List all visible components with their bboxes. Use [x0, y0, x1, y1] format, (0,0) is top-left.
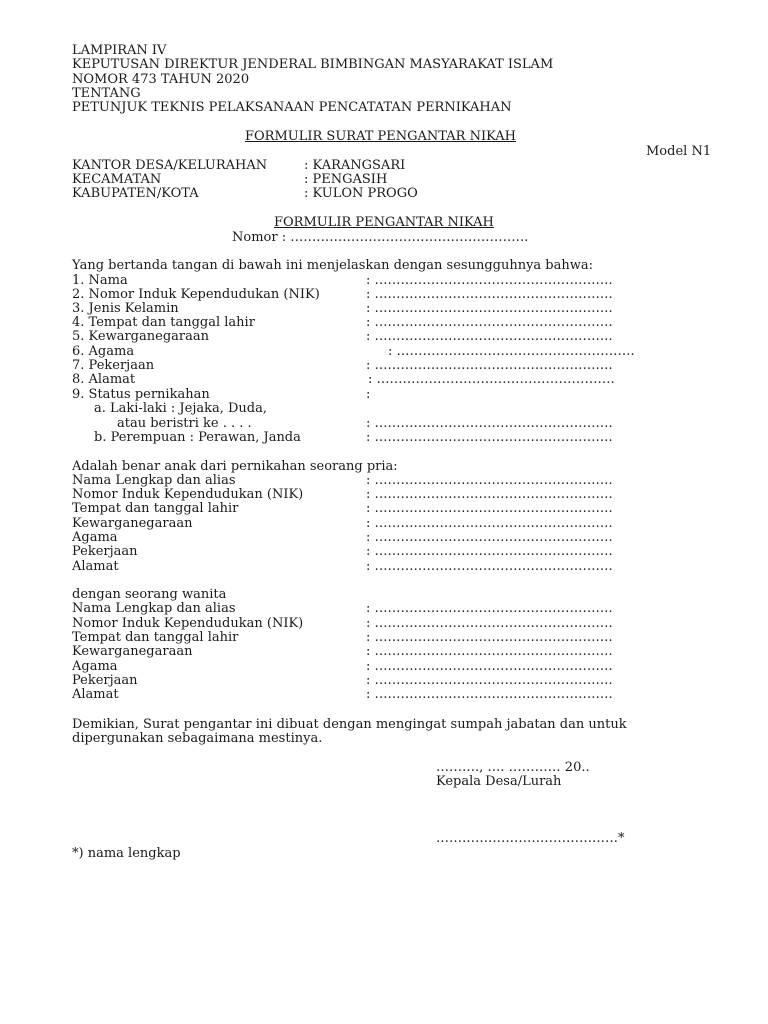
fill-dots: : ……………………………………………….: [366, 416, 613, 431]
closing-line-2: dipergunakan sebagaimana mestinya.: [72, 731, 323, 746]
mother-nik: [0, 616, 768, 631]
item-label: 4. Tempat dan tanggal lahir: [72, 315, 255, 330]
item-label: 9. Status pernikahan: [72, 387, 210, 402]
father-label: Agama: [72, 530, 118, 545]
father-label: Tempat dan tanggal lahir: [72, 501, 239, 516]
footnote: *) nama lengkap: [72, 846, 181, 861]
item-nik: [0, 287, 768, 302]
mother-kewarganegaraan: [0, 644, 768, 659]
fill-dots: : ……………………………………………….: [366, 601, 613, 616]
father-agama: [0, 530, 768, 545]
item-label: 2. Nomor Induk Kependudukan (NIK): [72, 287, 320, 302]
mother-label: Agama: [72, 659, 118, 674]
father-pekerjaan: [0, 544, 768, 559]
item-pekerjaan: [0, 358, 768, 373]
father-label: Nama Lengkap dan alias: [72, 473, 236, 488]
item-label: 1. Nama: [72, 273, 128, 288]
model-label: Model N1: [646, 144, 712, 159]
item-label: 6. Agama: [72, 344, 135, 359]
mother-agama: [0, 659, 768, 674]
item-jenis-kelamin: [0, 301, 768, 316]
office-kabupaten-label: KABUPATEN/KOTA: [72, 186, 199, 201]
mother-alamat: [0, 687, 768, 702]
fill-dots: : ……………………………………………….: [366, 630, 613, 645]
father-ttl: [0, 501, 768, 516]
item-colon: :: [366, 387, 371, 402]
intro-text: Yang bertanda tangan di bawah ini menjelaskan dengan sesungguhnya bahwa:: [72, 258, 594, 273]
father-label: Nomor Induk Kependudukan (NIK): [72, 487, 304, 502]
item-nama: [0, 273, 768, 288]
mother-label: Alamat: [72, 687, 119, 702]
header-line-5: PETUNJUK TEKNIS PELAKSANAAN PENCATATAN PERNIKAHAN: [72, 100, 512, 115]
item-kewarganegaraan: [0, 329, 768, 344]
fill-dots: : ……………………………………………….: [366, 673, 613, 688]
mother-label: Nomor Induk Kependudukan (NIK): [72, 616, 304, 631]
item-label: 3. Jenis Kelamin: [72, 301, 179, 316]
mother-ttl: [0, 630, 768, 645]
form-title: FORMULIR SURAT PENGANTAR NIKAH: [245, 129, 517, 144]
item-label: 7. Pekerjaan: [72, 358, 155, 373]
father-intro: Adalah benar anak dari pernikahan seorang pria:: [72, 459, 398, 474]
mother-label: Kewarganegaraan: [72, 644, 193, 659]
fill-dots: : ……………………………………………….: [366, 544, 613, 559]
office-desa-label: KANTOR DESA/KELURAHAN: [72, 158, 268, 173]
fill-dots: : ……………………………………………….: [366, 530, 613, 545]
father-label: Kewarganegaraan: [72, 516, 193, 531]
office-desa-value: : KARANGSARI: [304, 158, 406, 173]
fill-dots: : ……………………………………………….: [366, 516, 613, 531]
father-nama: [0, 473, 768, 488]
fill-dots: : ……………………………………………….: [366, 501, 613, 516]
date-line: ………., …. ………… 20..: [436, 760, 590, 775]
mother-intro: dengan seorang wanita: [72, 587, 227, 602]
mother-pekerjaan: [0, 673, 768, 688]
mother-nama: [0, 601, 768, 616]
item-status-male: [0, 401, 768, 416]
signer-title: Kepala Desa/Lurah: [436, 774, 562, 789]
fill-dots: : ……………………………………………….: [366, 487, 613, 502]
father-kewarganegaraan: [0, 516, 768, 531]
item-ttl: [0, 315, 768, 330]
father-label: Alamat: [72, 559, 119, 574]
item-label: 5. Kewarganegaraan: [72, 329, 209, 344]
header-line-1: LAMPIRAN IV: [72, 43, 167, 58]
fill-dots: : ……………………………………………….: [366, 287, 613, 302]
item-status: [0, 387, 768, 402]
header-line-3: NOMOR 473 TAHUN 2020: [72, 72, 250, 87]
fill-dots: : ……………………………………………….: [366, 616, 613, 631]
item-label: 8. Alamat: [72, 372, 136, 387]
nomor-line: Nomor : ……………………………………………….: [232, 230, 529, 245]
mother-label: Tempat dan tanggal lahir: [72, 630, 239, 645]
item-status-female: [0, 430, 768, 445]
item-status-male-2: [0, 416, 768, 431]
fill-dots: : ……………………………………………….: [366, 358, 613, 373]
fill-dots: : ……………………………………………….: [366, 273, 613, 288]
header-line-2: KEPUTUSAN DIREKTUR JENDERAL BIMBINGAN MASYARAKAT ISLAM: [72, 57, 554, 72]
item-alamat: [0, 372, 768, 387]
fill-dots: : ……………………………………………….: [366, 559, 613, 574]
fill-dots: : ……………………………………………….: [366, 473, 613, 488]
item-label: atau beristri ke . . . .: [117, 416, 252, 431]
office-kecamatan-value: : PENGASIH: [304, 172, 388, 187]
closing-line-1: Demikian, Surat pengantar ini dibuat dengan mengingat sumpah jabatan dan untuk: [72, 717, 627, 732]
father-nik: [0, 487, 768, 502]
fill-dots: : ……………………………………………….: [366, 301, 613, 316]
mother-label: Pekerjaan: [72, 673, 138, 688]
fill-dots: : ……………………………………………….: [366, 644, 613, 659]
fill-dots: : ……………………………………………….: [368, 372, 615, 387]
office-kabupaten-value: : KULON PROGO: [304, 186, 418, 201]
office-kecamatan-label: KECAMATAN: [72, 172, 162, 187]
item-label: a. Laki-laki : Jejaka, Duda,: [94, 401, 267, 416]
signature-line: ……………………………………*: [436, 831, 625, 846]
fill-dots: : ……………………………………………….: [366, 329, 613, 344]
header-line-4: TENTANG: [72, 86, 141, 101]
fill-dots: : ……………………………………………….: [366, 659, 613, 674]
mother-label: Nama Lengkap dan alias: [72, 601, 236, 616]
father-label: Pekerjaan: [72, 544, 138, 559]
fill-dots: : ……………………………………………….: [366, 687, 613, 702]
item-agama: [0, 344, 768, 359]
father-alamat: [0, 559, 768, 574]
fill-dots: : ……………………………………………….: [366, 430, 613, 445]
item-label: b. Perempuan : Perawan, Janda: [94, 430, 301, 445]
fill-dots: : ……………………………………………….: [388, 344, 635, 359]
subtitle: FORMULIR PENGANTAR NIKAH: [274, 215, 494, 230]
fill-dots: : ……………………………………………….: [366, 315, 613, 330]
